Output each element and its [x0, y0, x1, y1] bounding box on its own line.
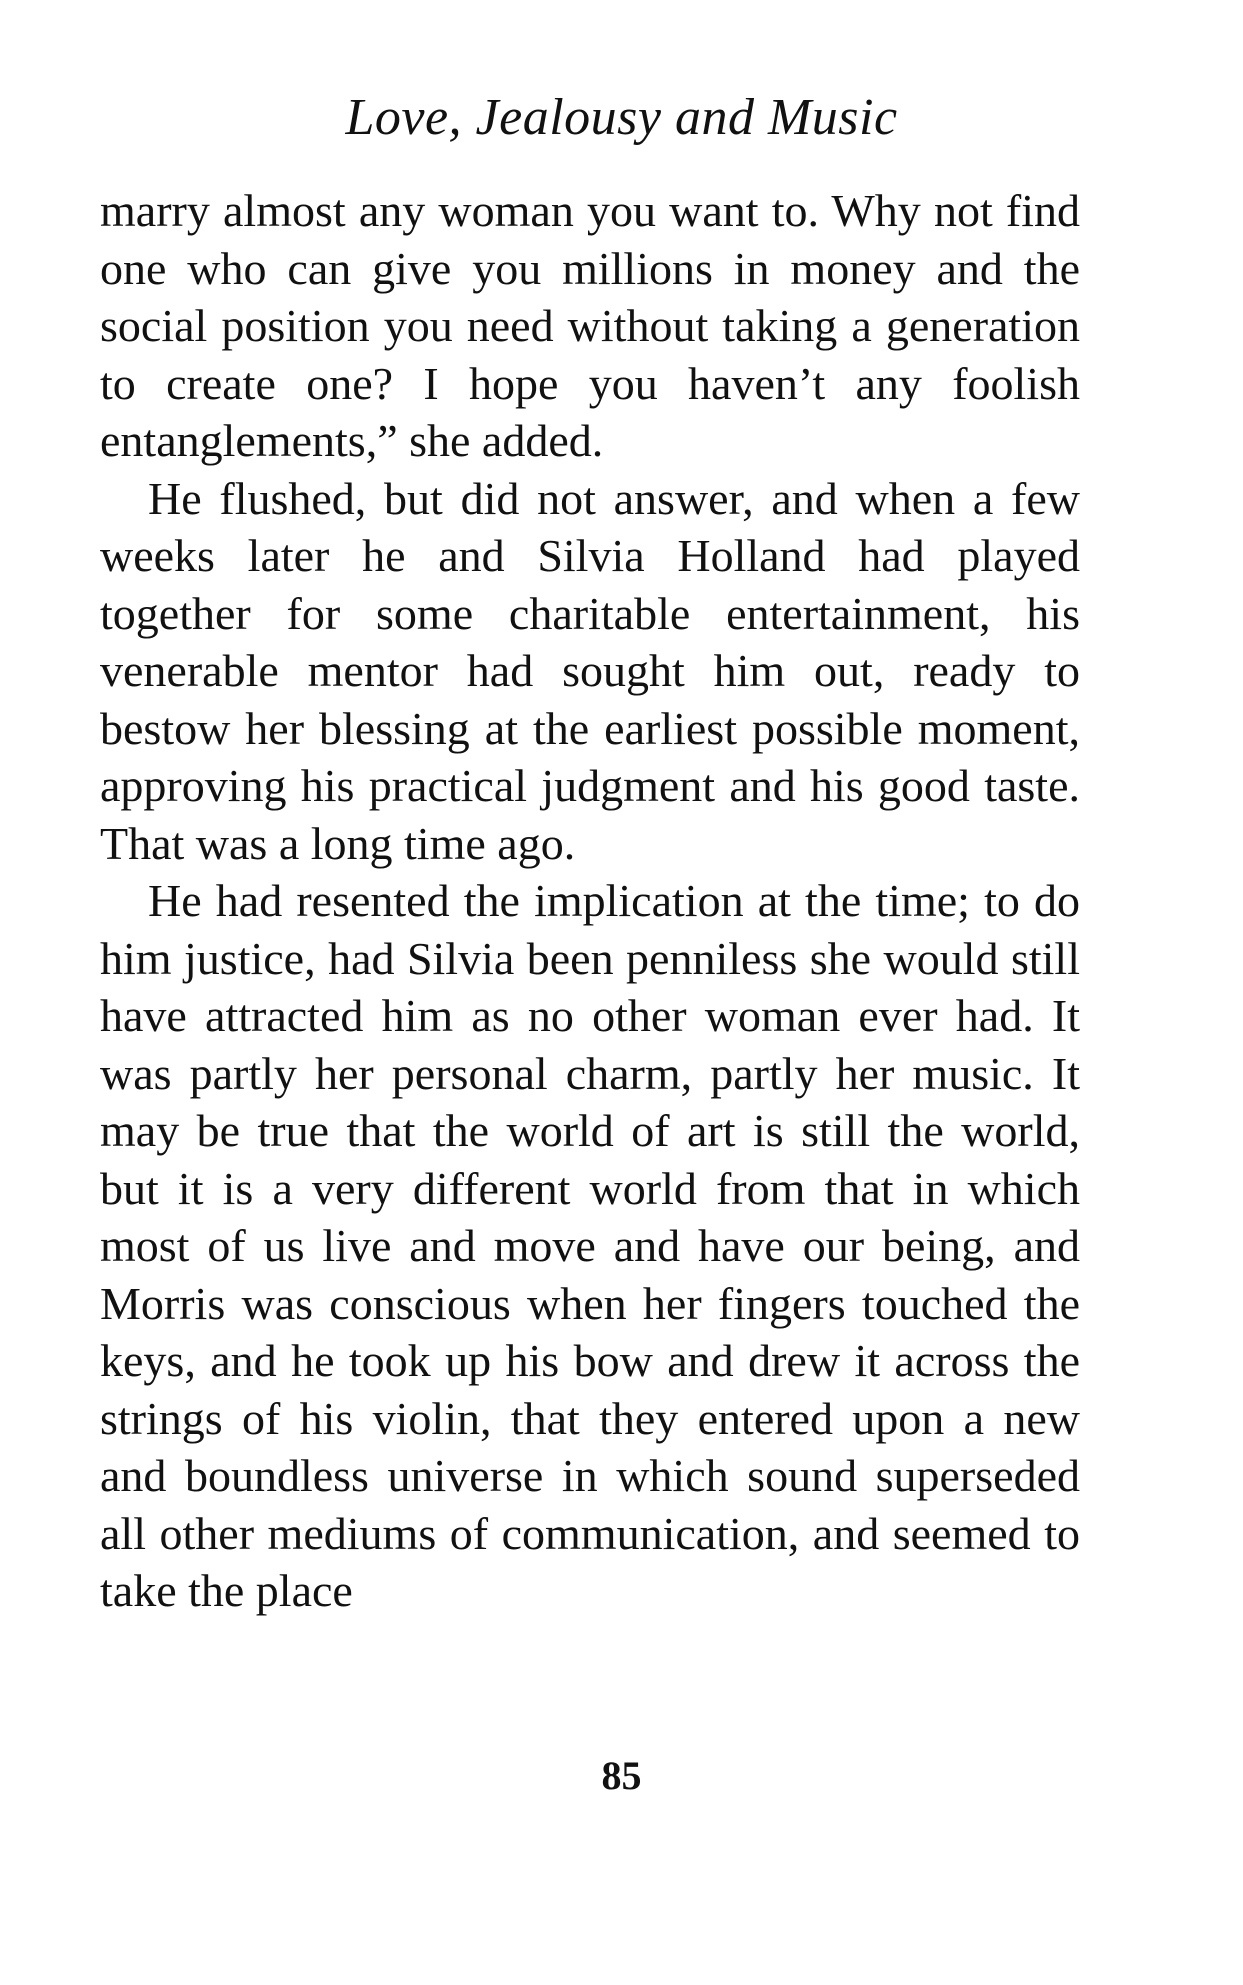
paragraph: He had resented the implication at the time; to do him justice, had Silvia been penniless she would still have attracted him as no other woman ever had. It was partly her personal charm, partly her music. It may be true that the world of art is still the world, but it is a very different world from that in which most of us live and move and have our being, and Morris was conscious when her fingers touched the keys, and he took up his bow and drew it across the strings of his violin, that they entered upon a new and boundless universe in which sound superseded all other mediums of communication, and seemed to take the place: [100, 875, 1080, 1616]
paragraph-continued: marry almost any woman you want to. Why not find one who can give you millions in money and the social position you need without taking a generation to create one? I hope you haven’t any foolish entanglements,” she added.: [100, 185, 1080, 466]
paragraph: He flushed, but did not answer, and when a few weeks later he and Silvia Holland had played together for some charitable entertainment, his venerable mentor had sought him out, ready to bestow her blessing at the earliest possible moment, approving his practical judgment and his good taste. That was a long time ago.: [100, 472, 1080, 869]
page-number: 85: [601, 1753, 642, 1798]
body-text: [100, 182, 1080, 1620]
running-head: Love, Jealousy and Music: [345, 89, 898, 146]
